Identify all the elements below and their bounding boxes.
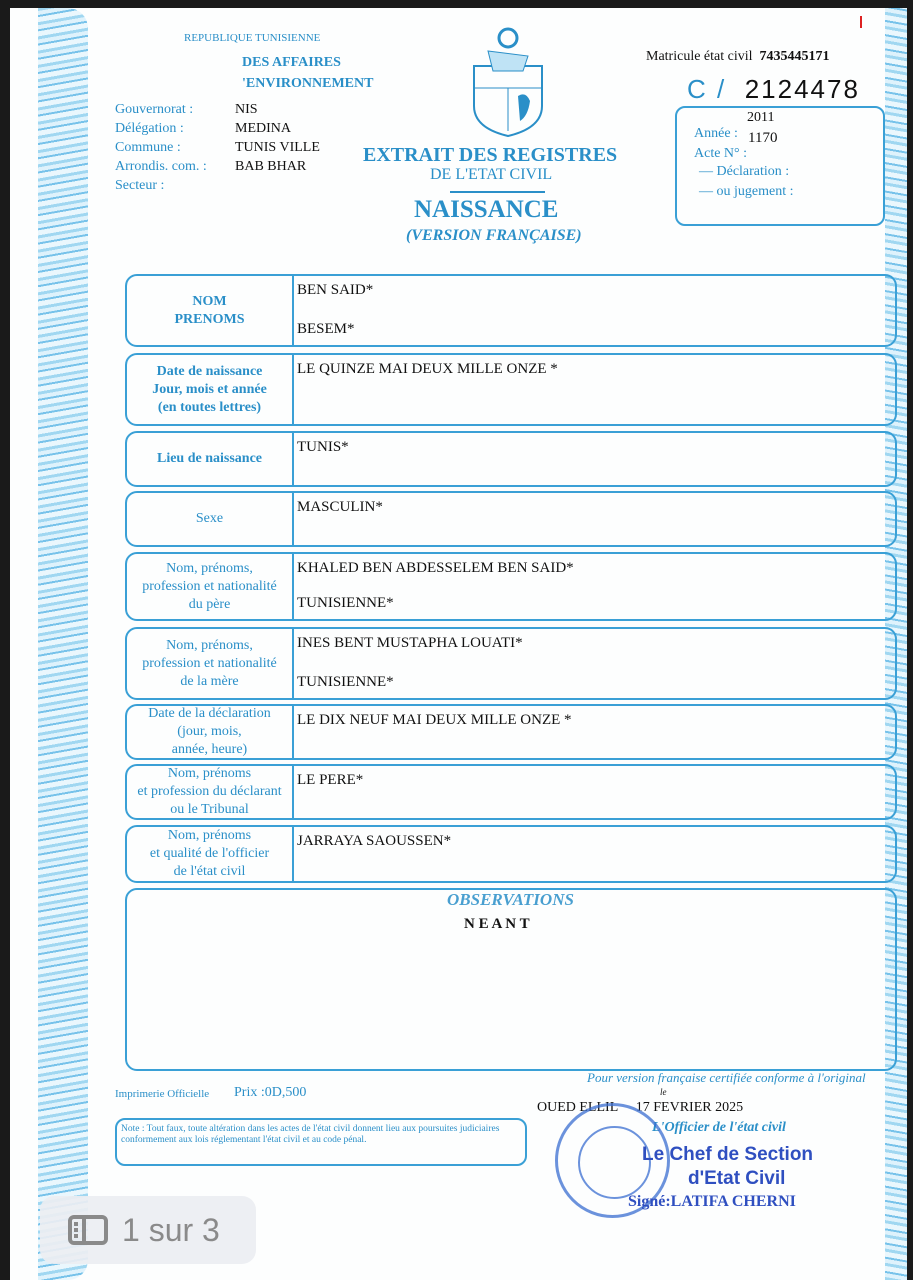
row-value: JARRAYA SAOUSSEN* xyxy=(297,833,452,849)
location-values xyxy=(235,100,320,176)
row-label xyxy=(127,493,294,545)
row-label-line: NOM xyxy=(192,293,227,309)
title-divider xyxy=(450,191,545,193)
imprimerie-label: Imprimerie Officielle xyxy=(115,1088,210,1100)
row-label-line: profession et nationalité xyxy=(142,578,277,594)
jugement-label: — ou jugement : xyxy=(699,184,794,199)
row-value: BEN SAID* xyxy=(297,282,374,298)
row-label-line: Nom, prénoms, xyxy=(166,560,253,576)
table-row xyxy=(125,431,897,487)
coat-of-arms-emblem xyxy=(468,26,548,138)
row-label-line: (jour, mois, xyxy=(177,724,242,739)
row-label-line: de la mère xyxy=(180,673,239,689)
row-value: KHALED BEN ABDESSELEM BEN SAID* xyxy=(297,560,574,576)
row-label-line: PRENOMS xyxy=(174,311,245,327)
annee-label: Année : xyxy=(694,126,738,141)
price-label: Prix :0D,500 xyxy=(234,1085,307,1100)
matricule xyxy=(646,49,830,65)
acte-label: Acte N° : xyxy=(694,146,748,161)
table-row xyxy=(125,353,897,426)
matricule-label: Matricule état civil xyxy=(646,49,753,64)
acte-value: 1170 xyxy=(748,130,778,146)
observations-value: N E A N T xyxy=(464,916,530,932)
row-label-line: et profession du déclarant xyxy=(137,784,282,799)
secteur-label: Secteur : xyxy=(115,178,165,193)
row-label-line: Lieu de naissance xyxy=(156,451,262,466)
table-row xyxy=(125,764,897,820)
row-value: MASCULIN* xyxy=(297,499,383,515)
red-mark xyxy=(860,16,862,28)
document-page xyxy=(10,8,907,1280)
row-label-line: année, heure) xyxy=(171,742,248,757)
row-label-line: Date de la déclaration xyxy=(148,706,271,721)
row-label xyxy=(127,827,294,881)
row-value: LE QUINZE MAI DEUX MILLE ONZE * xyxy=(297,361,558,377)
row-label-line: Date de naissance xyxy=(156,363,263,379)
table-row xyxy=(125,825,897,883)
row-value: INES BENT MUSTAPHA LOUATI* xyxy=(297,635,523,651)
row-value: LE DIX NEUF MAI DEUX MILLE ONZE * xyxy=(297,712,572,728)
row-label-line: Jour, mois et année xyxy=(152,381,267,397)
officer-title: L'Officier de l'état civil xyxy=(652,1120,786,1135)
row-value: BESEM* xyxy=(297,321,355,337)
commune-value: TUNIS VILLE xyxy=(235,140,320,155)
page-indicator-label: 1 sur 3 xyxy=(122,1211,220,1248)
row-value: TUNIS* xyxy=(297,439,349,455)
document-title: EXTRAIT DES REGISTRES xyxy=(363,144,618,166)
observations-title: OBSERVATIONS xyxy=(447,890,574,909)
serial-value: 2124478 xyxy=(744,74,860,104)
row-label-line: Nom, prénoms xyxy=(167,828,252,843)
table-row xyxy=(125,704,897,760)
table-row xyxy=(125,274,897,347)
row-value: LE PERE* xyxy=(297,772,364,788)
decorative-border-left xyxy=(38,8,88,1280)
republic-label: REPUBLIQUE TUNISIENNE xyxy=(184,32,321,44)
row-label-line: (en toutes lettres) xyxy=(157,399,262,415)
row-label-line: ou le Tribunal xyxy=(170,802,249,817)
declaration-label: — Déclaration : xyxy=(699,164,790,179)
ministry-line-1: DES AFFAIRES xyxy=(242,55,341,70)
row-label-line: Nom, prénoms, xyxy=(166,637,253,653)
row-value: TUNISIENNE* xyxy=(297,674,394,690)
serial-number xyxy=(687,74,860,105)
delegation-label: Délégation : xyxy=(115,121,184,136)
signature-line: Signé:LATIFA CHERNI xyxy=(628,1193,796,1210)
stamp-line-2: d'Etat Civil xyxy=(688,1168,786,1189)
table-row xyxy=(125,627,897,700)
row-label-line: Nom, prénoms xyxy=(167,766,252,781)
row-label xyxy=(127,706,294,758)
row-label xyxy=(127,554,294,619)
row-label xyxy=(127,355,294,424)
row-label xyxy=(127,629,294,698)
delegation-value: MEDINA xyxy=(235,121,291,136)
row-label xyxy=(127,276,294,345)
row-label xyxy=(127,433,294,485)
commune-label: Commune : xyxy=(115,140,181,155)
act-info-box xyxy=(675,106,885,226)
table-row xyxy=(125,552,897,621)
ministry-line-2: 'ENVIRONNEMENT xyxy=(242,76,374,91)
row-label-line: et qualité de l'officier xyxy=(149,846,270,861)
row-label-line: profession et nationalité xyxy=(142,655,277,671)
le-label: le xyxy=(660,1087,667,1097)
location-labels xyxy=(115,100,207,195)
document-subtitle: DE L'ETAT CIVIL xyxy=(430,166,553,183)
certification-text: Pour version française certifiée conforme à l'original xyxy=(587,1070,866,1085)
version-label: (VERSION FRANÇAISE) xyxy=(406,227,582,244)
serial-prefix: C / xyxy=(687,74,727,104)
row-label xyxy=(127,766,294,818)
sidebar-icon xyxy=(68,1215,108,1245)
gouvernorat-value: NIS xyxy=(235,102,258,117)
row-label-line: Sexe xyxy=(195,511,224,526)
naissance-title: NAISSANCE xyxy=(414,196,559,223)
place-value: OUED ELLIL xyxy=(537,1100,619,1115)
row-value: TUNISIENNE* xyxy=(297,595,394,611)
arrondis-value: BAB BHAR xyxy=(235,159,307,174)
stamp-line-1: Le Chef de Section xyxy=(642,1144,814,1165)
page-indicator[interactable] xyxy=(40,1196,256,1264)
table-row xyxy=(125,491,897,547)
gouvernorat-label: Gouvernorat : xyxy=(115,102,194,117)
date-value: 17 FEVRIER 2025 xyxy=(635,1100,744,1115)
annee-value: 2011 xyxy=(747,110,775,125)
arrondis-label: Arrondis. com. : xyxy=(115,159,207,174)
row-label-line: de l'état civil xyxy=(173,864,246,879)
matricule-value: 7435445171 xyxy=(759,49,830,64)
observations-box xyxy=(125,888,897,1071)
row-label-line: du père xyxy=(188,596,231,612)
legal-note: Note : Tout faux, toute altération dans les actes de l'état civil donnent lieu aux poursuites judiciaires conformement aux lois réglementant l'état civil et au code pénal. xyxy=(115,1118,527,1166)
